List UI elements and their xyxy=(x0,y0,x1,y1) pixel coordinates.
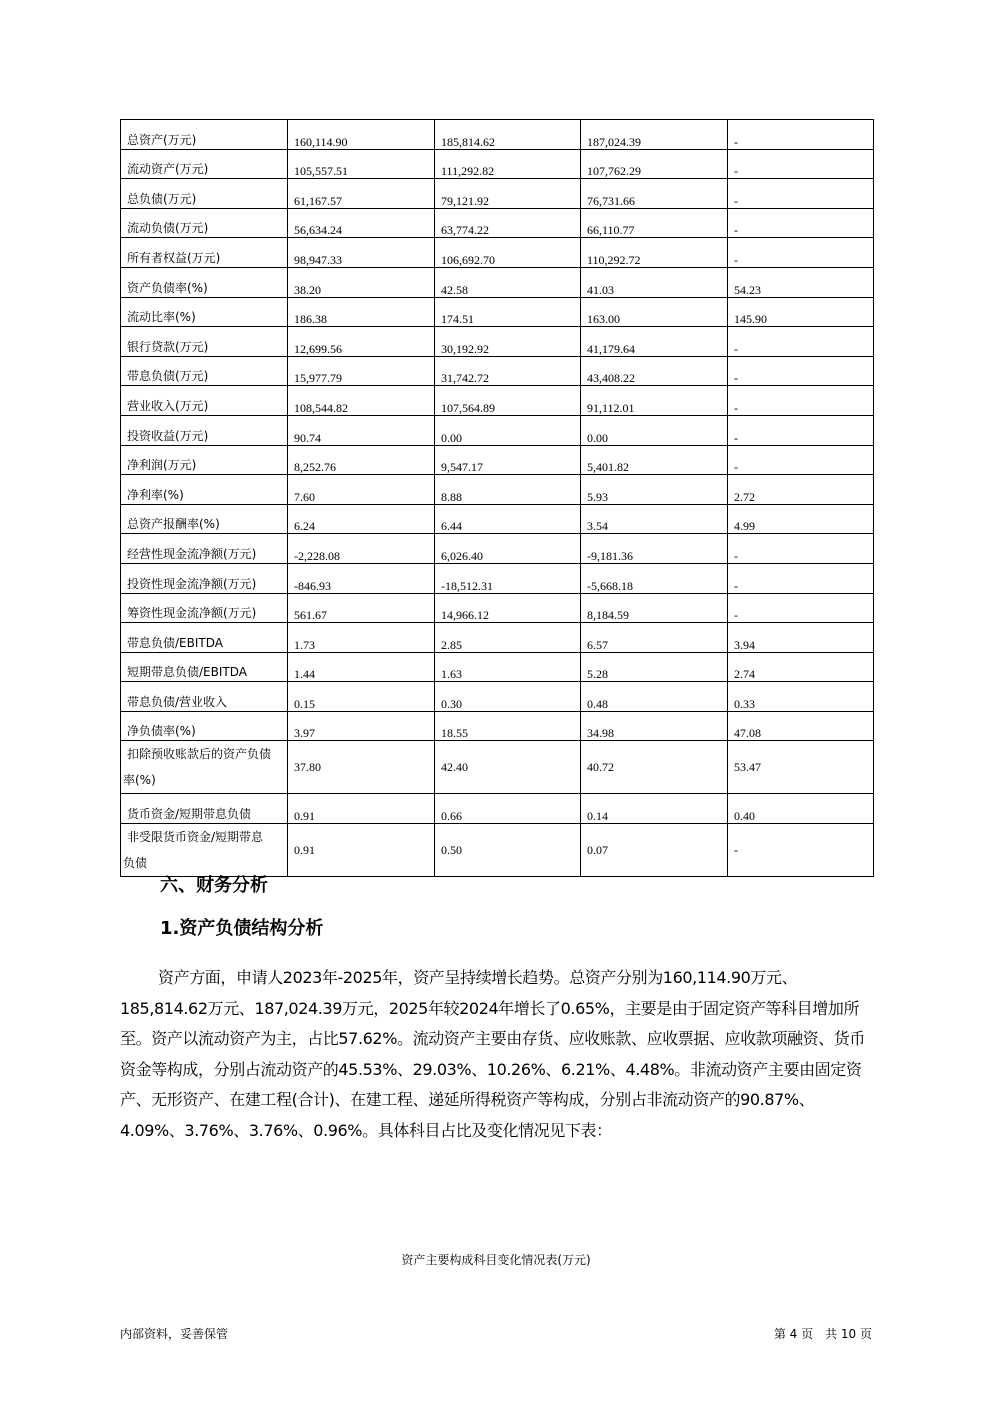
cell-v2025: 41.03 xyxy=(581,267,728,297)
cell-industry: - xyxy=(728,534,874,564)
row-label: 带息负债/营业收入 xyxy=(121,682,288,712)
cell-industry: - xyxy=(728,327,874,357)
cell-v2025: 5.28 xyxy=(581,652,728,682)
row-label: 总负债(万元) xyxy=(121,179,288,209)
table-row xyxy=(121,593,874,623)
cell-v2023: 105,557.51 xyxy=(288,149,435,179)
footer-page-number: 第 4 页 共 10 页 xyxy=(773,1327,872,1341)
table-row xyxy=(121,741,874,794)
cell-v2024: 42.58 xyxy=(435,267,581,297)
cell-v2024: 0.30 xyxy=(435,682,581,712)
cell-v2023: 61,167.57 xyxy=(288,179,435,209)
cell-v2025: 8,184.59 xyxy=(581,593,728,623)
cell-v2023: 1.44 xyxy=(288,652,435,682)
table-body xyxy=(121,120,874,877)
cell-industry: - xyxy=(728,238,874,268)
cell-v2023: 38.20 xyxy=(288,267,435,297)
cell-industry: 2.72 xyxy=(728,475,874,505)
cell-v2025: 6.57 xyxy=(581,623,728,653)
cell-v2025: 0.48 xyxy=(581,682,728,712)
table-row xyxy=(121,149,874,179)
cell-v2024: 6,026.40 xyxy=(435,534,581,564)
cell-v2023: 108,544.82 xyxy=(288,386,435,416)
cell-v2025: 0.00 xyxy=(581,415,728,445)
table-row xyxy=(121,445,874,475)
row-label: 银行贷款(万元) xyxy=(121,327,288,357)
cell-v2023: 160,114.90 xyxy=(288,120,435,150)
cell-v2025: 107,762.29 xyxy=(581,149,728,179)
cell-v2025: 40.72 xyxy=(581,741,728,794)
cell-v2023: -2,228.08 xyxy=(288,534,435,564)
row-label: 资产负债率(%) xyxy=(121,267,288,297)
cell-v2024: 111,292.82 xyxy=(435,149,581,179)
table-row xyxy=(121,711,874,741)
cell-v2024: 79,121.92 xyxy=(435,179,581,209)
table-row xyxy=(121,475,874,505)
cell-v2023: 12,699.56 xyxy=(288,327,435,357)
table-row xyxy=(121,794,874,824)
cell-v2024: 106,692.70 xyxy=(435,238,581,268)
cell-v2023: 98,947.33 xyxy=(288,238,435,268)
cell-v2024: 185,814.62 xyxy=(435,120,581,150)
cell-industry: 3.94 xyxy=(728,623,874,653)
cell-v2023: 186.38 xyxy=(288,297,435,327)
cell-v2024: 1.63 xyxy=(435,652,581,682)
row-label: 经营性现金流净额(万元) xyxy=(121,534,288,564)
table-row xyxy=(121,179,874,209)
table-row xyxy=(121,652,874,682)
analysis-paragraph xyxy=(120,963,876,1146)
cell-v2024: 2.85 xyxy=(435,623,581,653)
cell-v2023: 0.15 xyxy=(288,682,435,712)
row-label: 净利润(万元) xyxy=(121,445,288,475)
table-row xyxy=(121,356,874,386)
cell-v2024: 174.51 xyxy=(435,297,581,327)
cell-v2024: 18.55 xyxy=(435,711,581,741)
cell-v2023: 0.91 xyxy=(288,824,435,877)
cell-v2025: 5,401.82 xyxy=(581,445,728,475)
cell-industry: - xyxy=(728,356,874,386)
row-label: 筹资性现金流净额(万元) xyxy=(121,593,288,623)
cell-v2024: 31,742.72 xyxy=(435,356,581,386)
cell-v2025: 110,292.72 xyxy=(581,238,728,268)
table-row xyxy=(121,238,874,268)
row-label: 所有者权益(万元) xyxy=(121,238,288,268)
cell-v2024: 107,564.89 xyxy=(435,386,581,416)
financial-indicators-table xyxy=(120,119,874,877)
cell-v2023: 90.74 xyxy=(288,415,435,445)
section-heading: 六、财务分析 xyxy=(160,875,268,896)
row-label-line: 负债 xyxy=(123,856,148,871)
cell-industry: 2.74 xyxy=(728,652,874,682)
table-row xyxy=(121,682,874,712)
row-label: 投资性现金流净额(万元) xyxy=(121,563,288,593)
cell-v2025: 76,731.66 xyxy=(581,179,728,209)
cell-v2024: 6.44 xyxy=(435,504,581,534)
cell-v2023: -846.93 xyxy=(288,563,435,593)
cell-v2025: 5.93 xyxy=(581,475,728,505)
cell-v2024: 0.00 xyxy=(435,415,581,445)
table-row xyxy=(121,297,874,327)
row-label-line: 扣除预收账款后的资产负债 xyxy=(127,747,272,762)
table-row xyxy=(121,386,874,416)
table-row xyxy=(121,327,874,357)
cell-industry: - xyxy=(728,593,874,623)
cell-industry: - xyxy=(728,179,874,209)
cell-v2023: 3.97 xyxy=(288,711,435,741)
cell-v2023: 6.24 xyxy=(288,504,435,534)
cell-v2025: 43,408.22 xyxy=(581,356,728,386)
cell-v2025: 66,110.77 xyxy=(581,208,728,238)
row-label: 净利率(%) xyxy=(121,475,288,505)
row-label: 货币资金/短期带息负债 xyxy=(121,794,288,824)
row-label: 带息负债/EBITDA xyxy=(121,623,288,653)
cell-v2025: -5,668.18 xyxy=(581,563,728,593)
row-label: 带息负债(万元) xyxy=(121,356,288,386)
cell-v2024: 8.88 xyxy=(435,475,581,505)
analysis-text: 资产方面，申请人2023年-2025年，资产呈持续增长趋势。总资产分别为160,114.90万元、185,814.62万元、187,024.39万元，2025年较2024年增长了0.65%，主要是由于固定资产等科目增加所至。资产以流动资产为主，占比57.62%。流动资产主要由存货、应收账款、应收票据、应收款项融资、货币资金等构成，分别占流动资产的45.53%、29.03%、10.26%、6.21%、4.48%。非流动资产主要由固定资产、无形资产、在建工程(合计)、在建工程、递延所得税资产等构成，分别占非流动资产的90.87%、4.09%、3.76%、3.76%、0.96%。具体科目占比及变化情况见下表： xyxy=(120,968,866,1140)
row-label-line: 率(%) xyxy=(123,773,156,788)
cell-industry: - xyxy=(728,386,874,416)
footer-confidential-note: 内部资料，妥善保管 xyxy=(120,1327,229,1341)
cell-v2025: 187,024.39 xyxy=(581,120,728,150)
cell-v2023: 0.91 xyxy=(288,794,435,824)
row-label: 总资产(万元) xyxy=(121,120,288,150)
cell-industry: - xyxy=(728,149,874,179)
row-label: 流动负债(万元) xyxy=(121,208,288,238)
table-row xyxy=(121,563,874,593)
cell-v2025: 41,179.64 xyxy=(581,327,728,357)
row-label-line: 非受限货币资金/短期带息 xyxy=(127,830,264,845)
table-row xyxy=(121,504,874,534)
cell-v2024: 42.40 xyxy=(435,741,581,794)
cell-v2023: 56,634.24 xyxy=(288,208,435,238)
cell-v2023: 7.60 xyxy=(288,475,435,505)
cell-v2025: 3.54 xyxy=(581,504,728,534)
cell-v2024: 0.66 xyxy=(435,794,581,824)
cell-industry: - xyxy=(728,563,874,593)
cell-v2023: 37.80 xyxy=(288,741,435,794)
cell-industry: - xyxy=(728,208,874,238)
cell-v2023: 8,252.76 xyxy=(288,445,435,475)
cell-v2025: 34.98 xyxy=(581,711,728,741)
row-label: 净负债率(%) xyxy=(121,711,288,741)
cell-industry: 54.23 xyxy=(728,267,874,297)
table-row xyxy=(121,623,874,653)
cell-industry: 47.08 xyxy=(728,711,874,741)
row-label: 总资产报酬率(%) xyxy=(121,504,288,534)
cell-v2025: 163.00 xyxy=(581,297,728,327)
cell-v2025: 91,112.01 xyxy=(581,386,728,416)
cell-industry: 4.99 xyxy=(728,504,874,534)
row-label: 短期带息负债/EBITDA xyxy=(121,652,288,682)
cell-v2024: 0.50 xyxy=(435,824,581,877)
cell-v2024: 63,774.22 xyxy=(435,208,581,238)
row-label: 流动比率(%) xyxy=(121,297,288,327)
cell-industry: - xyxy=(728,120,874,150)
table-row xyxy=(121,208,874,238)
row-label: 流动资产(万元) xyxy=(121,149,288,179)
row-label: 投资收益(万元) xyxy=(121,415,288,445)
cell-industry: 0.40 xyxy=(728,794,874,824)
row-label: 营业收入(万元) xyxy=(121,386,288,416)
table-caption: 资产主要构成科目变化情况表(万元) xyxy=(401,1253,591,1267)
cell-industry: 53.47 xyxy=(728,741,874,794)
cell-v2024: 9,547.17 xyxy=(435,445,581,475)
cell-v2023: 561.67 xyxy=(288,593,435,623)
cell-industry: - xyxy=(728,824,874,877)
row-label xyxy=(121,741,288,794)
cell-v2023: 15,977.79 xyxy=(288,356,435,386)
cell-industry: 0.33 xyxy=(728,682,874,712)
cell-v2024: 30,192.92 xyxy=(435,327,581,357)
cell-v2025: 0.14 xyxy=(581,794,728,824)
table-row xyxy=(121,415,874,445)
table-row xyxy=(121,267,874,297)
cell-v2024: 14,966.12 xyxy=(435,593,581,623)
table-row xyxy=(121,534,874,564)
cell-industry: - xyxy=(728,445,874,475)
cell-industry: 145.90 xyxy=(728,297,874,327)
row-label xyxy=(121,824,288,877)
cell-industry: - xyxy=(728,415,874,445)
table-row xyxy=(121,120,874,150)
cell-v2025: -9,181.36 xyxy=(581,534,728,564)
cell-v2025: 0.07 xyxy=(581,824,728,877)
subsection-heading: 1.资产负债结构分析 xyxy=(160,918,324,939)
cell-v2024: -18,512.31 xyxy=(435,563,581,593)
table-row xyxy=(121,824,874,877)
cell-v2023: 1.73 xyxy=(288,623,435,653)
